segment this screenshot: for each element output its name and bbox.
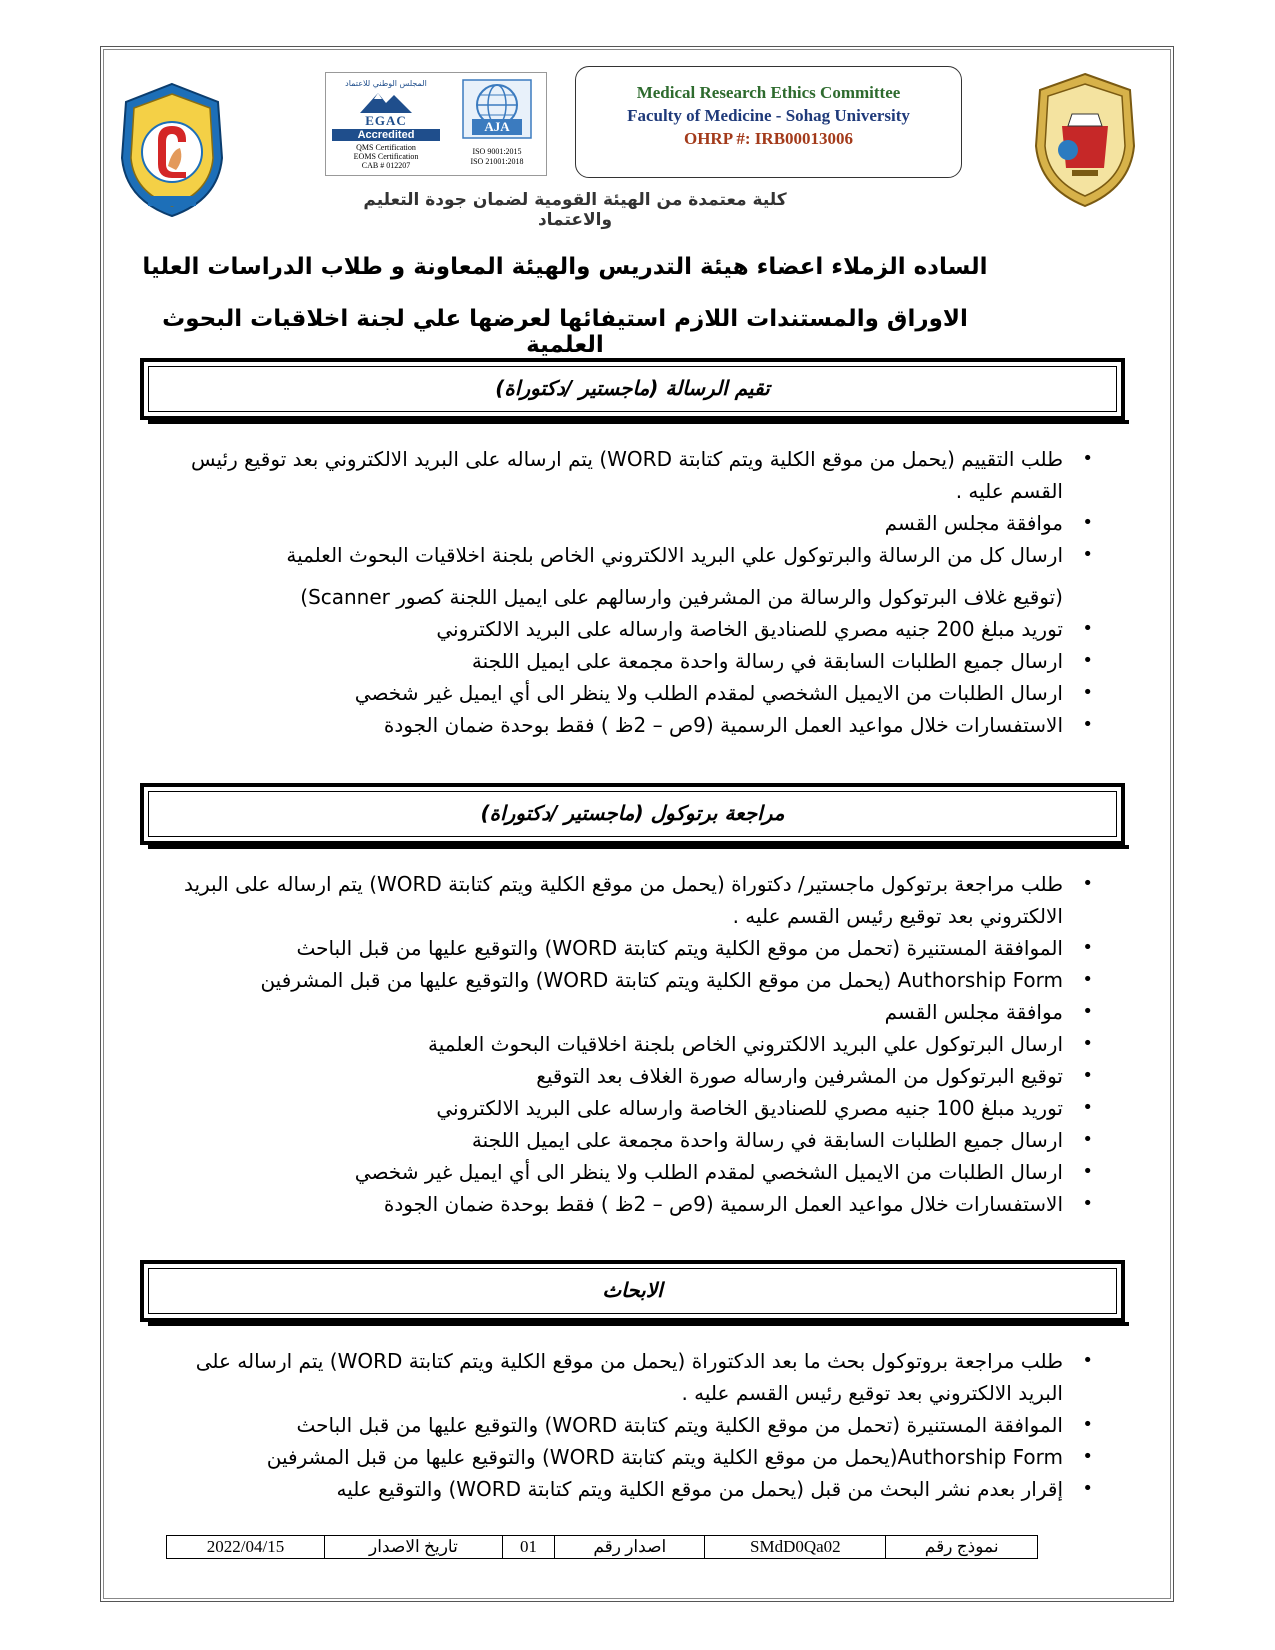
model-value: SMdD0Qa02 (705, 1536, 886, 1559)
list-item: • ارسال جميع الطلبات السابقة في رسالة واحدة مجمعة على ايميل اللجنة (170, 645, 1115, 677)
egac-name: EGAC (365, 113, 407, 128)
document-control-table (166, 1535, 1038, 1559)
thesis-evaluation-list (170, 443, 1115, 741)
list-item: • ارسال البرتوكول علي البريد الالكتروني الخاص بلجنة اخلاقيات البحوث العلمية (170, 1028, 1115, 1060)
list-item: • ارسال الطلبات من الايميل الشخصي لمقدم الطلب ولا ينظر الى أي ايميل غير شخصي (170, 677, 1115, 709)
list-item: • Authorship Form (يحمل من موقع الكلية ويتم كتابتة WORD) والتوقيع عليها من قبل المشرفين (170, 964, 1115, 996)
aja-line: ISO 21001:2018 (470, 157, 524, 166)
date-value: 2022/04/15 (167, 1536, 325, 1559)
list-item: • الموافقة المستنيرة (تحمل من موقع الكلية ويتم كتابتة WORD) والتوقيع عليها من قبل الباحث (170, 1409, 1115, 1441)
list-item: • توريد مبلغ 200 جنيه مصري للصناديق الخاصة وارساله على البريد الالكتروني (170, 613, 1115, 645)
research-list (170, 1345, 1115, 1505)
date-label: تاريخ الاصدار (325, 1536, 503, 1559)
issue-value: 01 (502, 1536, 554, 1559)
list-item: (توقيع غلاف البرتوكول والرسالة من المشرفين وارسالهم على ايميل اللجنة كصور Scanner) (300, 585, 1063, 609)
ohrp-number: OHRP #: IRB00013006 (683, 129, 854, 148)
egac-arabic-text: المجلس الوطني للاعتماد (345, 79, 427, 88)
section-title-text: الابحاث (148, 1268, 1117, 1314)
list-item: • ارسال كل من الرسالة والبرتوكول علي البريد الالكتروني الخاص بلجنة اخلاقيات البحوث العلمية (170, 539, 1115, 571)
egac-line: EOMS Certification (353, 152, 419, 161)
section-title-thesis-evaluation (140, 358, 1125, 420)
aja-name: AJA (472, 119, 522, 135)
list-item: • طلب التقييم (يحمل من موقع الكلية ويتم كتابتة WORD) يتم ارساله على البريد الالكتروني بعد توقيع رئيس القسم عليه . (170, 443, 1115, 507)
accreditation-text: كلية معتمدة من الهيئة القومية لضمان جودة التعليم والاعتماد (363, 190, 787, 230)
section-title-research (140, 1260, 1125, 1322)
faculty-name: Faculty of Medicine - Sohag University (627, 106, 910, 125)
list-item: • الموافقة المستنيرة (تحمل من موقع الكلية ويتم كتابتة WORD) والتوقيع عليها من قبل الباحث (170, 932, 1115, 964)
list-item: • طلب مراجعة برتوكول ماجستير/ دكتوراة (يحمل من موقع الكلية ويتم كتابتة WORD) يتم ارساله على البريد الالكتروني بعد توقيع رئيس القسم عليه . (170, 868, 1115, 932)
egac-badge (332, 77, 440, 169)
egac-line: CAB # 012207 (361, 161, 411, 170)
protocol-review-list (170, 868, 1115, 1220)
page-heading: الساده الزملاء اعضاء هيئة التدريس والهيئة المعاونة و طلاب الدراسات العليا (142, 254, 988, 280)
list-item: • طلب مراجعة بروتوكول بحث ما بعد الدكتوراة (يحمل من موقع الكلية ويتم كتابتة WORD) يتم ارساله على البريد الالكتروني بعد توقيع رئيس القسم عليه . (170, 1345, 1115, 1409)
aja-line: ISO 9001:2015 (472, 147, 522, 156)
model-label: نموذج رقم (886, 1536, 1038, 1559)
section-title-text: تقيم الرسالة (ماجستير /دكتوراة) (148, 366, 1117, 412)
committee-name: Medical Research Ethics Committee (636, 83, 901, 102)
certification-badges (325, 72, 547, 176)
page-subheading: الاوراق والمستندات اللازم استيفائها لعرضها علي لجنة اخلاقيات البحوث العلمية (162, 306, 968, 358)
list-item: • موافقة مجلس القسم (170, 507, 1115, 539)
list-item: • موافقة مجلس القسم (170, 996, 1115, 1028)
list-item: • توقيع البرتوكول من المشرفين وارساله صورة الغلاف بعد التوقيع (170, 1060, 1115, 1092)
faculty-of-medicine-logo (118, 80, 226, 220)
list-item: • ارسال جميع الطلبات السابقة في رسالة واحدة مجمعة على ايميل اللجنة (170, 1124, 1115, 1156)
table-row (167, 1536, 1038, 1559)
list-item: • الاستفسارات خلال مواعيد العمل الرسمية (9ص – 2ظ ) فقط بوحدة ضمان الجودة (170, 1188, 1115, 1220)
list-item: • الاستفسارات خلال مواعيد العمل الرسمية (9ص – 2ظ ) فقط بوحدة ضمان الجودة (170, 709, 1115, 741)
egac-accredited: Accredited (332, 129, 440, 141)
section-title-protocol-review (140, 783, 1125, 845)
list-item: • توريد مبلغ 100 جنيه مصري للصناديق الخاصة وارساله على البريد الالكتروني (170, 1092, 1115, 1124)
egac-line: QMS Certification (356, 143, 416, 152)
committee-box (575, 66, 962, 178)
sohag-university-logo (1032, 70, 1138, 210)
aja-badge (454, 77, 540, 169)
issue-label: اصدار رقم (555, 1536, 705, 1559)
list-item: • ارسال الطلبات من الايميل الشخصي لمقدم الطلب ولا ينظر الى أي ايميل غير شخصي (170, 1156, 1115, 1188)
list-item: • إقرار بعدم نشر البحث من قبل (يحمل من موقع الكلية ويتم كتابتة WORD) والتوقيع عليه (170, 1473, 1115, 1505)
mountain-icon (360, 89, 412, 113)
list-item: • Authorship Form(يحمل من موقع الكلية ويتم كتابتة WORD) والتوقيع عليها من قبل المشرفين (170, 1441, 1115, 1473)
section-title-text: مراجعة برتوكول (ماجستير /دكتوراة) (148, 791, 1117, 837)
